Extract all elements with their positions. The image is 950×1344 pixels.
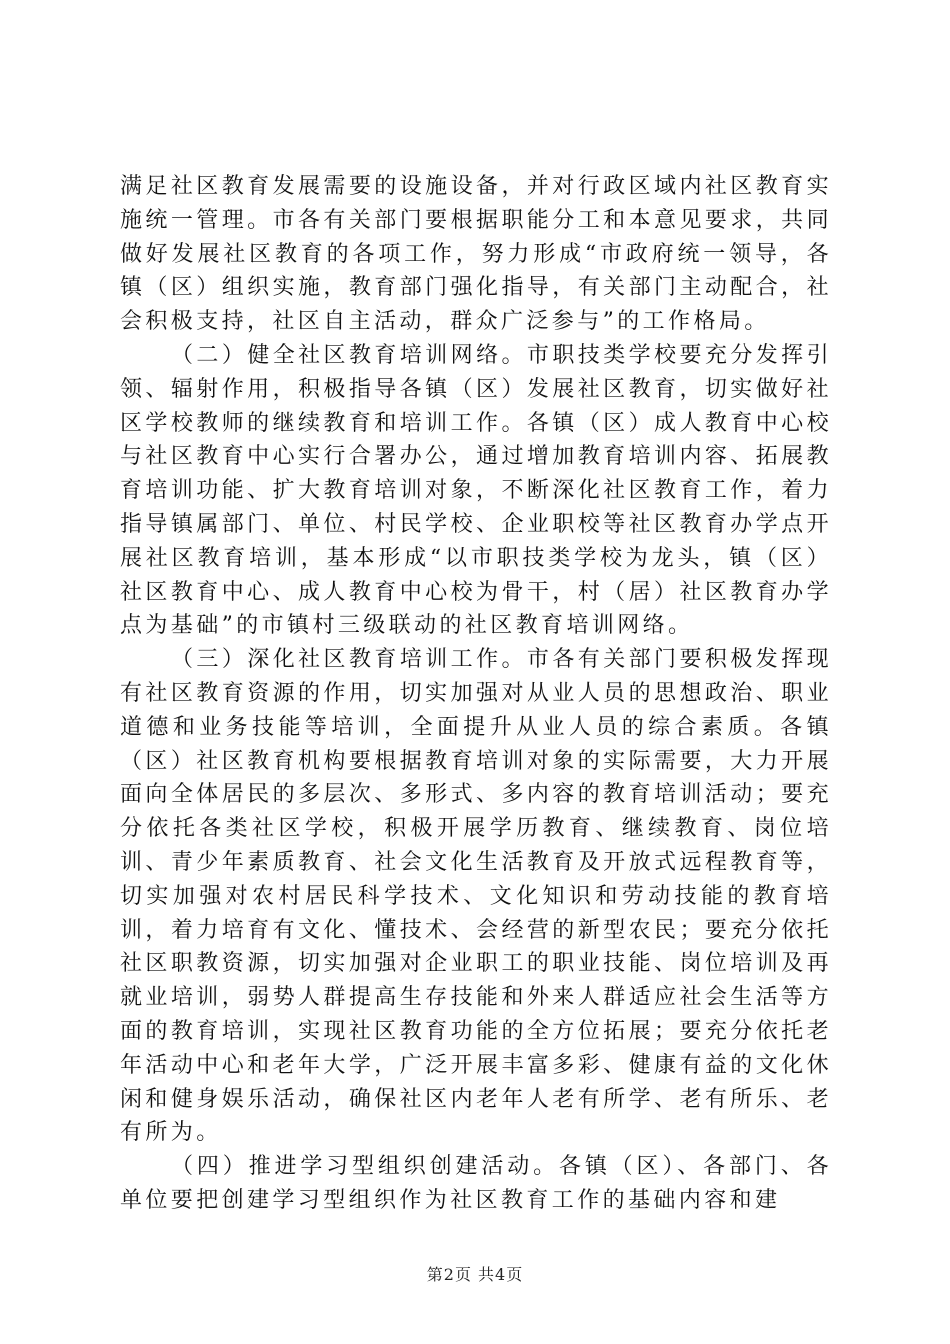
paragraph-section-3: （三）深化社区教育培训工作。市各有关部门要积极发挥现有社区教育资源的作用，切实加强对从业人员的思想政治、职业道德和业务技能等培训，全面提升从业人员的综合素质。各镇（区）社区教育机构要根据教育培训对象的实际需要，大力开展面向全体居民的多层次、多形式、多内容的教育培训活动；要充分依托各类社区学校，积极开展学历教育、继续教育、岗位培训、青少年素质教育、社会文化生活教育及开放式远程教育等，切实加强对农村居民科学技术、文化知识和劳动技能的教育培训，着力培育有文化、懂技术、会经营的新型农民；要充分依托社区职教资源，切实加强对企业职工的职业技能、岗位培训及再就业培训，弱势人群提高生存技能和外来人群适应社会生活等方面的教育培训，实现社区教育功能的全方位拓展；要充分依托老年活动中心和老年大学，广泛开展丰富多彩、健康有益的文化休闲和健身娱乐活动，确保社区内老年人老有所学、老有所乐、老有所为。 <box>120 647 832 1146</box>
paragraph-continuation: 满足社区教育发展需要的设施设备，并对行政区域内社区教育实施统一管理。市各有关部门要根据职能分工和本意见要求，共同做好发展社区教育的各项工作，努力形成“市政府统一领导，各镇（区）组织实施，教育部门强化指导，有关部门主动配合，社会积极支持，社区自主活动，群众广泛参与”的工作格局。 <box>120 174 832 335</box>
paragraph-section-4: （四）推进学习型组织创建活动。各镇（区）、各部门、各单位要把创建学习型组织作为社区教育工作的基础内容和建 <box>120 1154 832 1213</box>
page-number-footer: 第2页 共4页 <box>426 1265 524 1284</box>
paragraph-section-2: （二）健全社区教育培训网络。市职技类学校要充分发挥引领、辐射作用，积极指导各镇（区）发展社区教育，切实做好社区学校教师的继续教育和培训工作。各镇（区）成人教育中心校与社区教育中心实行合署办公，通过增加教育培训内容、拓展教育培训功能、扩大教育培训对象，不断深化社区教育工作，着力指导镇属部门、单位、村民学校、企业职校等社区教育办学点开展社区教育培训，基本形成“以市职技类学校为龙头，镇（区）社区教育中心、成人教育中心校为骨干，村（居）社区教育办学点为基础”的市镇村三级联动的社区教育培训网络。 <box>120 342 832 639</box>
document-body <box>120 170 832 1218</box>
